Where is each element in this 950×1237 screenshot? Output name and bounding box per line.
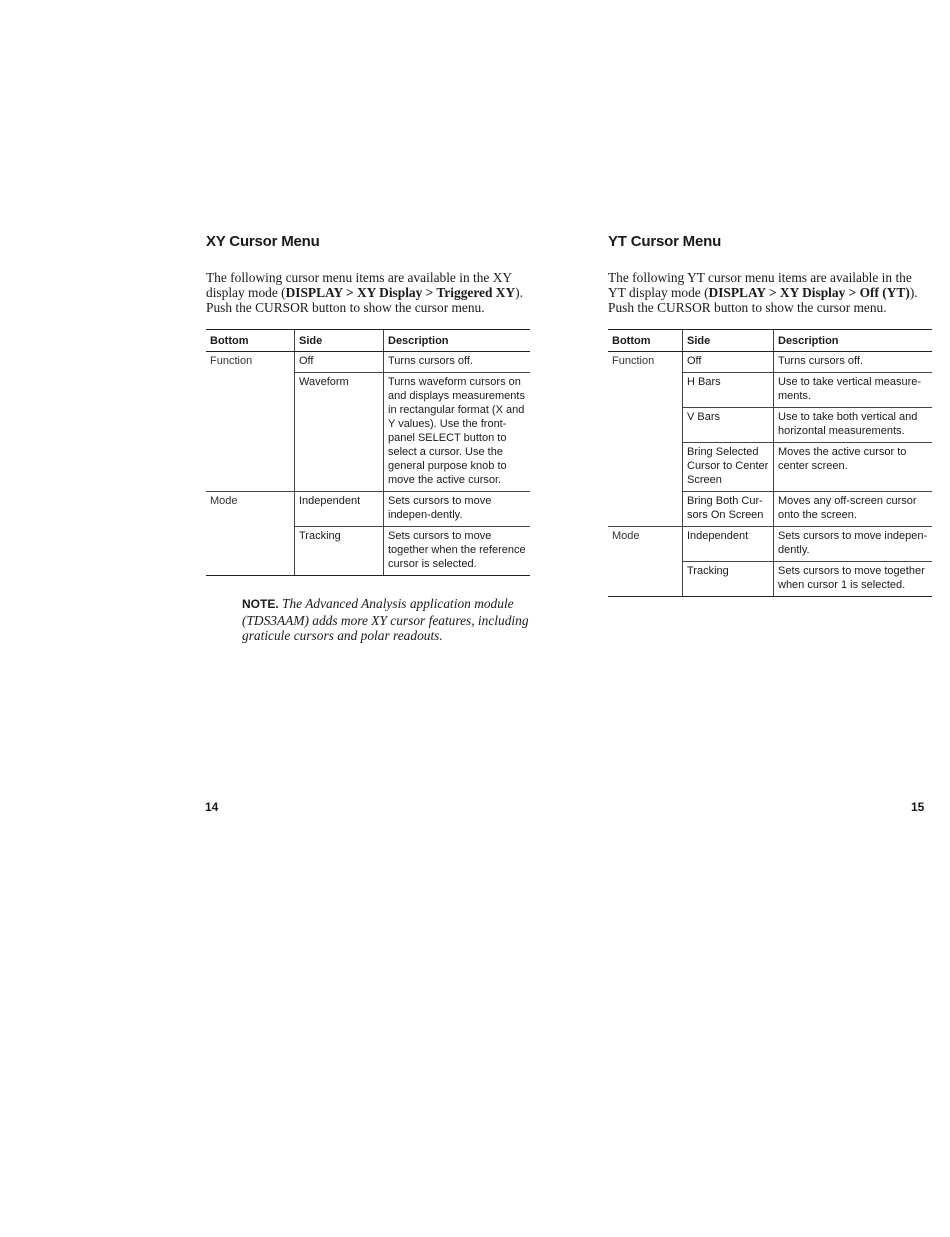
row-description: Sets cursors to move indepen-dently.: [384, 492, 531, 527]
yt-intro-post: ). Push the CURSOR button to show the cursor menu.: [608, 285, 918, 315]
table-row: [608, 492, 932, 527]
header-description: Description: [384, 330, 531, 352]
row-bottom: Function: [612, 355, 655, 367]
xy-intro-paragraph: [206, 270, 530, 315]
row-description: Use to take both vertical and horizontal measurements.: [774, 408, 933, 443]
row-side: V Bars: [683, 408, 774, 443]
table-row: [608, 443, 932, 492]
table-row: [608, 408, 932, 443]
table-row: [608, 527, 932, 562]
table-header-row: [608, 330, 932, 352]
row-description: Turns waveform cursors on and displays measurements in rectangular format (X and Y values). Use the front-panel SELECT button to select a cursor. Use the general purpose knob to move the active cursor.: [384, 373, 531, 492]
table-row: [206, 352, 530, 373]
xy-intro-menu-path: DISPLAY > XY Display > Triggered XY: [285, 285, 516, 300]
row-side: Tracking: [295, 527, 384, 576]
row-bottom: [608, 443, 683, 492]
row-description: Turns cursors off.: [774, 352, 933, 373]
yt-intro-pre: The following YT cursor menu items are available in the YT display mode (: [608, 270, 912, 300]
left-page-content: [206, 233, 530, 644]
xy-cursor-menu-table: [206, 329, 530, 576]
header-bottom: Bottom: [608, 330, 683, 352]
row-side: Off: [295, 352, 384, 373]
table-header-row: [206, 330, 530, 352]
row-side: Waveform: [295, 373, 384, 492]
note-label: NOTE.: [242, 597, 279, 611]
row-bottom: [608, 562, 683, 597]
table-row: [206, 492, 530, 527]
row-bottom: [608, 373, 683, 408]
table-row: [206, 527, 530, 576]
row-bottom: [206, 373, 295, 492]
table-row: [608, 352, 932, 373]
header-bottom: Bottom: [206, 330, 295, 352]
xy-intro-pre: The following cursor menu items are available in the XY display mode (: [206, 270, 512, 300]
row-side: Tracking: [683, 562, 774, 597]
row-description: Sets cursors to move together when cursor 1 is selected.: [774, 562, 933, 597]
row-description: Sets cursors to move together when the reference cursor is selected.: [384, 527, 531, 576]
table-row: [206, 373, 530, 492]
row-description: Moves any off-screen cursor onto the screen.: [774, 492, 933, 527]
row-side: Independent: [295, 492, 384, 527]
advanced-analysis-note: [242, 596, 532, 644]
row-side: Off: [683, 352, 774, 373]
row-side: Bring Both Cur-sors On Screen: [683, 492, 774, 527]
row-description: Sets cursors to move indepen-dently.: [774, 527, 933, 562]
row-description: Moves the active cursor to center screen.: [774, 443, 933, 492]
right-page-content: [608, 233, 932, 597]
header-description: Description: [774, 330, 933, 352]
row-bottom: Function: [210, 355, 253, 367]
row-bottom: [608, 408, 683, 443]
xy-intro-post: ). Push the CURSOR button to show the cursor menu.: [206, 285, 523, 315]
row-description: Use to take vertical measure-ments.: [774, 373, 933, 408]
yt-cursor-menu-heading: YT Cursor Menu: [608, 233, 722, 250]
header-side: Side: [295, 330, 384, 352]
table-row: [608, 562, 932, 597]
note-text: The Advanced Analysis application module (TDS3AAM) adds more XY cursor features, including graticule cursors and polar readouts.: [242, 596, 529, 643]
row-side: Bring Selected Cursor to Center Screen: [683, 443, 774, 492]
row-side: Independent: [683, 527, 774, 562]
row-bottom: [206, 527, 295, 576]
row-side: H Bars: [683, 373, 774, 408]
yt-intro-paragraph: [608, 270, 932, 315]
row-bottom: Mode: [608, 527, 683, 562]
yt-cursor-menu-table: [608, 329, 932, 597]
row-description: Turns cursors off.: [384, 352, 531, 373]
header-side: Side: [683, 330, 774, 352]
yt-intro-menu-path: DISPLAY > XY Display > Off (YT): [708, 285, 910, 300]
row-bottom: Mode: [206, 492, 295, 527]
page-number-right: 15: [911, 800, 925, 814]
page-number-left: 14: [205, 800, 219, 814]
row-bottom: [608, 492, 683, 527]
xy-cursor-menu-heading: XY Cursor Menu: [206, 233, 320, 250]
table-row: [608, 373, 932, 408]
